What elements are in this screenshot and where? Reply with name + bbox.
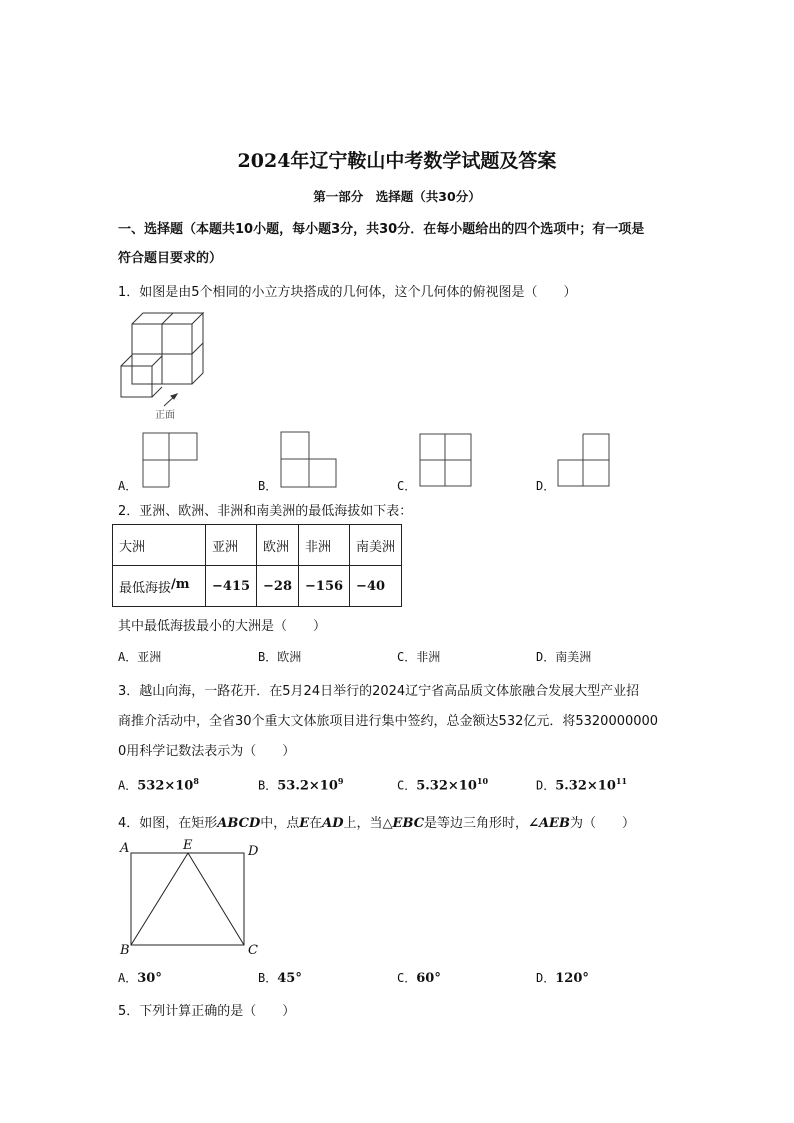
point-d: D (248, 844, 259, 859)
q1-text: 1．如图是由5个相同的小立方块搭成的几何体，这个几何体的俯视图是（ ） (118, 285, 577, 300)
q4-text (118, 812, 635, 831)
option-value: 60° (416, 971, 441, 986)
math: ∠AEB (528, 816, 570, 831)
option-value: 120° (555, 971, 589, 986)
q1-option-a[interactable]: A． (118, 479, 138, 493)
point-c: C (248, 943, 258, 958)
altitude-table (112, 524, 402, 607)
math: E (299, 816, 310, 831)
table-row (113, 566, 402, 607)
option-label: C． (397, 971, 417, 985)
option-value: 532×10 (137, 778, 194, 794)
q4-option-d[interactable] (536, 969, 589, 986)
math: ABCD (217, 816, 261, 831)
option-label: D． (536, 971, 556, 985)
table-cell: −28 (257, 566, 299, 607)
row-label-text: 最低海拔 (119, 580, 172, 596)
unit: /m (171, 576, 190, 592)
q5-text: 5．下列计算正确的是（ ） (118, 1004, 296, 1019)
q3-line3: 0用科学记数法表示为（ ） (118, 744, 296, 759)
text: 为（ ） (569, 816, 635, 831)
q4-option-a[interactable] (118, 969, 162, 986)
q2-text: 2．亚洲、欧洲、非洲和南美洲的最低海拔如下表： (118, 504, 413, 519)
q3-line1: 3．越山向海，一路花开．在5月24日举行的2024辽宁省高品质文体旅融合发展大型产业招 (118, 684, 640, 699)
section-heading-cont: 符合题目要求的） (118, 251, 223, 266)
table-header: 欧洲 (257, 525, 299, 566)
math: △EBC (382, 816, 425, 831)
q2-option-a[interactable]: A．亚洲 (118, 650, 162, 664)
text: 是等边三角形时， (424, 816, 529, 831)
option-value: 45° (277, 971, 302, 986)
option-d-figure (557, 433, 610, 487)
option-b-figure (280, 431, 337, 488)
q2-question: 其中最低海拔最小的大洲是（ ） (118, 619, 327, 634)
option-c-figure (419, 433, 472, 487)
math: AD (322, 816, 344, 831)
exponent: 9 (337, 776, 344, 786)
point-b: B (120, 943, 130, 958)
section-heading: 一、选择题（本题共10小题，每小题3分，共30分．在每小题给出的四个选项中；有一项是 (118, 222, 645, 237)
page-title: 2024年辽宁鞍山中考数学试题及答案 (237, 150, 557, 172)
option-a-figure (142, 432, 198, 488)
option-label: C． (397, 778, 417, 793)
option-value: 53.2×10 (277, 778, 338, 794)
q1-option-b[interactable]: B． (258, 479, 278, 493)
table-header: 亚洲 (206, 525, 257, 566)
text: 4．如图，在矩形 (118, 816, 218, 831)
table-header: 南美洲 (350, 525, 402, 566)
q3-line2: 商推介活动中，全省30个重大文体旅项目进行集中签约，总金额达532亿元．将5320000000 (118, 714, 659, 729)
q3-option-a[interactable] (118, 776, 199, 793)
option-label: B． (258, 778, 278, 793)
table-row (113, 525, 402, 566)
q2-option-d[interactable]: D．南美洲 (536, 650, 592, 664)
point-e: E (183, 838, 193, 853)
text: 中，点 (260, 816, 300, 831)
option-value: 5.32×10 (555, 778, 616, 794)
option-label: B． (258, 971, 278, 985)
q1-option-c[interactable]: C． (397, 479, 417, 493)
table-header: 非洲 (299, 525, 350, 566)
point-a: A (120, 841, 130, 856)
front-label: 正面 (155, 410, 175, 421)
option-label: A． (118, 778, 138, 793)
option-label: D． (536, 778, 556, 793)
exponent: 11 (615, 776, 628, 786)
q3-option-c[interactable] (397, 776, 488, 793)
table-cell: −415 (206, 566, 257, 607)
q3-option-d[interactable] (536, 776, 627, 793)
q2-option-b[interactable]: B．欧洲 (258, 650, 302, 664)
exponent: 10 (476, 776, 489, 786)
option-label: A． (118, 971, 138, 985)
q4-option-b[interactable] (258, 969, 302, 986)
q1-option-d[interactable]: D． (536, 479, 556, 493)
q4-option-c[interactable] (397, 969, 441, 986)
option-value: 5.32×10 (416, 778, 477, 794)
exponent: 8 (193, 776, 199, 786)
table-cell: −40 (350, 566, 402, 607)
table-cell: −156 (299, 566, 350, 607)
table-header: 大洲 (113, 525, 206, 566)
part-heading: 第一部分 选择题（共30分） (313, 189, 481, 204)
option-value: 30° (137, 971, 162, 986)
q2-option-c[interactable]: C．非洲 (397, 650, 441, 664)
rectangle-figure (130, 852, 245, 947)
text: 在 (309, 816, 323, 831)
q3-option-b[interactable] (258, 776, 343, 793)
row-label (113, 566, 206, 607)
text: 上，当 (343, 816, 383, 831)
